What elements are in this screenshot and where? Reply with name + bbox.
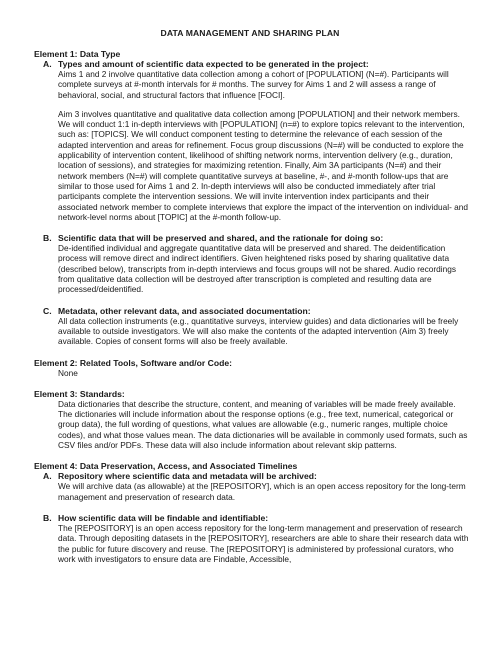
element-1-c-paragraph-1: All data collection instruments (e.g., quantitative surveys, interview guides) and data dictionaries will be freely available to outside investigators. We will also make the contents of the adapted intervention (Aim 3) freely available. Copies of consent forms will also be freely available.: [58, 315, 459, 347]
element-2-section: [34, 358, 470, 378]
element-1-b-title: Scientific data that will be preserved and shared, and the rationale for doing so:: [58, 233, 384, 244]
element-1-b-paragraph-1: De-identified individual and aggregate quantitative data will be preserved and shared. The deidentification process will remove direct and indirect identifiers. Given heightened risks posed by sharing qualitative data (described below), transcripts from in-depth interviews and focus groups will not be shared. Audio recordings from qualitative data collection will be destroyed after transcription is completed and resulting data are processed/deidentified.: [58, 243, 456, 295]
element-1-a-paragraph-2: Aim 3 involves quantitative and qualitative data collection among [POPULATION] and their network members. We will conduct 1:1 in-depth interviews with [POPULATION] (n=#) to explore topics relevant to the intervention, such as: [TOPICS]. We will conduct component testing to determine the relevance of each session of the adapted intervention and areas for refinement. Focus group discussions (N=#) will be conducted to explore the applicability of intervention content, likelihood of shifting network norms, intervention delivery (e.g., duration, location of sessions), and strategies for maximizing retention. Finally, Aim 3A participants (N=#) and their network members (N=#) will complete quantitative surveys at baseline, #-, and #-month follow-ups that are similar to those used for Aims 1 and 2. In-depth interviews will also be conducted immediately after trial participants complete the intervention sessions. We will invite intervention index participants and their associated network member to complete interviews that explore the impact of the intervention on individual- and network-level norms about [TOPIC] at the #-month follow-up.: [58, 108, 468, 222]
element-4-section: [34, 461, 470, 564]
element-4-a-title: Repository where scientific data and metadata will be archived:: [58, 471, 317, 482]
item-letter: B.: [43, 233, 52, 244]
item-letter: B.: [43, 512, 52, 523]
element-1-a-paragraph-1: Aims 1 and 2 involve quantitative data collection among a cohort of [POPULATION] (N=#). Participants will complete surveys at #-month intervals for # months. The survey for Aims 1 and 2 will assess a range of behavioral, social, and structural factors that influence [FOCI].: [58, 69, 449, 100]
element-1-c: [34, 306, 470, 347]
element-2-paragraph-1: None: [58, 367, 78, 378]
document-body: [34, 49, 470, 564]
element-4-heading: Element 4: Data Preservation, Access, and Associated Timelines: [34, 461, 298, 472]
element-3-paragraph-1: Data dictionaries that describe the structure, content, and meaning of variables will be made freely available. The dictionaries will include information about the response options (e.g., free text, numerical, categorical or group data), the full wording of questions, what values are allowable (e.g., numeric ranges, multiple choice codes), and what those values mean. The data dictionaries will be available in commonly used formats, such as CSV files and/or PDFs. These data will also include information about relevant skip patterns.: [58, 398, 468, 451]
element-1-a-title: Types and amount of scientific data expected to be generated in the project:: [58, 59, 369, 69]
element-4-b-paragraph-1: The [REPOSITORY] is an open access repository for the long-term management and preservation of research data. Through depositing datasets in the [REPOSITORY], researchers are able to share their research data with the public for future discovery and reuse. The [REPOSITORY] is administered by professional curators, who work with investigators to ensure data are Findable, Accessible,: [58, 522, 469, 564]
element-2-heading: Element 2: Related Tools, Software and/or Code:: [34, 357, 233, 368]
element-3-heading: Element 3: Standards:: [34, 388, 125, 399]
element-4-a: [34, 471, 470, 502]
element-1-c-title: Metadata, other relevant data, and associated documentation:: [58, 305, 311, 316]
element-3-section: [34, 389, 470, 450]
element-1-section: [34, 49, 470, 347]
element-1-b: [34, 233, 470, 294]
element-4-a-paragraph-1: We will archive data (as allowable) at the [REPOSITORY], which is an open access repository for the long-term management and preservation of research data.: [58, 481, 466, 502]
item-letter: C.: [43, 305, 52, 316]
item-letter: A.: [43, 59, 52, 69]
element-1-a: [34, 59, 470, 222]
page-title: DATA MANAGEMENT AND SHARING PLAN: [160, 28, 340, 38]
item-letter: A.: [43, 471, 52, 482]
element-1-heading: Element 1: Data Type: [34, 49, 121, 59]
element-4-b-title: How scientific data will be findable and identifiable:: [58, 512, 269, 523]
element-4-b: [34, 513, 470, 564]
